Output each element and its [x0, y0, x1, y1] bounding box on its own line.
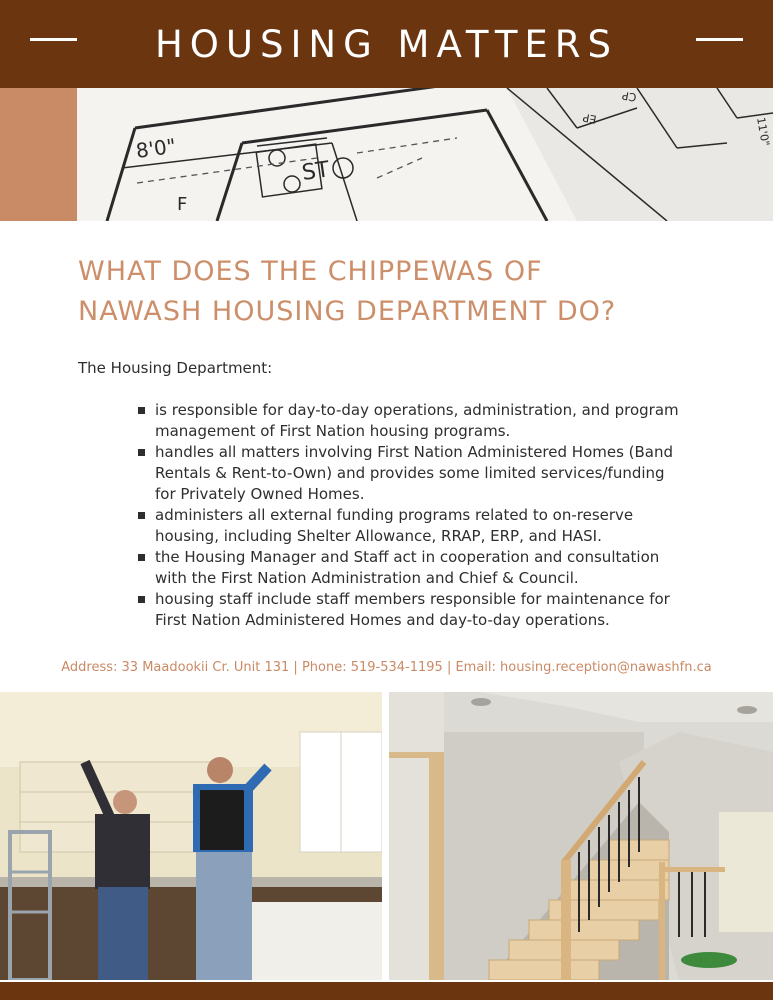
responsibility-list — [137, 400, 697, 631]
accent-block — [0, 88, 77, 221]
bullet-icon — [138, 512, 145, 519]
list-item-line: housing staff include staff members responsible for maintenance for — [155, 590, 670, 608]
intro-text: The Housing Department: — [78, 359, 273, 377]
list-item-line: for Privately Owned Homes. — [155, 485, 365, 503]
section-heading-line-1: WHAT DOES THE CHIPPEWAS OF — [78, 256, 543, 287]
blueprint-image — [77, 88, 773, 221]
footer-bar — [0, 982, 773, 1000]
list-item — [137, 547, 697, 589]
list-item — [137, 442, 697, 505]
header-rule-right — [696, 38, 743, 41]
list-item-line: the Housing Manager and Staff act in cooperation and consultation — [155, 548, 660, 566]
blueprint-label-cp: CP — [621, 88, 638, 104]
bullet-icon — [138, 554, 145, 561]
kitchen-renovation-photo — [0, 692, 382, 980]
blueprint-label-eleven: 11'0" — [754, 116, 772, 148]
list-item-line: is responsible for day-to-day operations, administration, and program — [155, 401, 679, 419]
list-item-line: management of First Nation housing programs. — [155, 422, 511, 440]
section-heading — [78, 252, 738, 332]
blueprint-label-f: F — [177, 194, 188, 215]
list-item-line: Rentals & Rent-to-Own) and provides some limited services/funding — [155, 464, 665, 482]
page-title: HOUSING MATTERS — [154, 22, 619, 66]
contact-info: Address: 33 Maadookii Cr. Unit 131 | Phone: 519-534-1195 | Email: housing.reception@nawashfn.ca — [61, 660, 712, 675]
blueprint-label-st: ST — [300, 157, 331, 186]
blueprint-label-ep: EP — [581, 110, 598, 126]
section-heading-line-2: NAWASH HOUSING DEPARTMENT DO? — [78, 296, 617, 327]
bullet-icon — [138, 449, 145, 456]
list-item-line: housing, including Shelter Allowance, RRAP, ERP, and HASI. — [155, 527, 602, 545]
staircase-photo — [389, 692, 773, 980]
header-rule-left — [30, 38, 77, 41]
list-item-line: administers all external funding programs related to on-reserve — [155, 506, 634, 524]
list-item — [137, 589, 697, 631]
bullet-icon — [138, 596, 145, 603]
bullet-icon — [138, 407, 145, 414]
blueprint-label-dimension: 8'0" — [134, 133, 178, 163]
list-item-line: handles all matters involving First Nation Administered Homes (Band — [155, 443, 674, 461]
list-item-line: First Nation Administered Homes and day-to-day operations. — [155, 611, 610, 629]
list-item — [137, 505, 697, 547]
header-banner — [0, 0, 773, 88]
list-item-line: with the First Nation Administration and Chief & Council. — [155, 569, 579, 587]
list-item — [137, 400, 697, 442]
